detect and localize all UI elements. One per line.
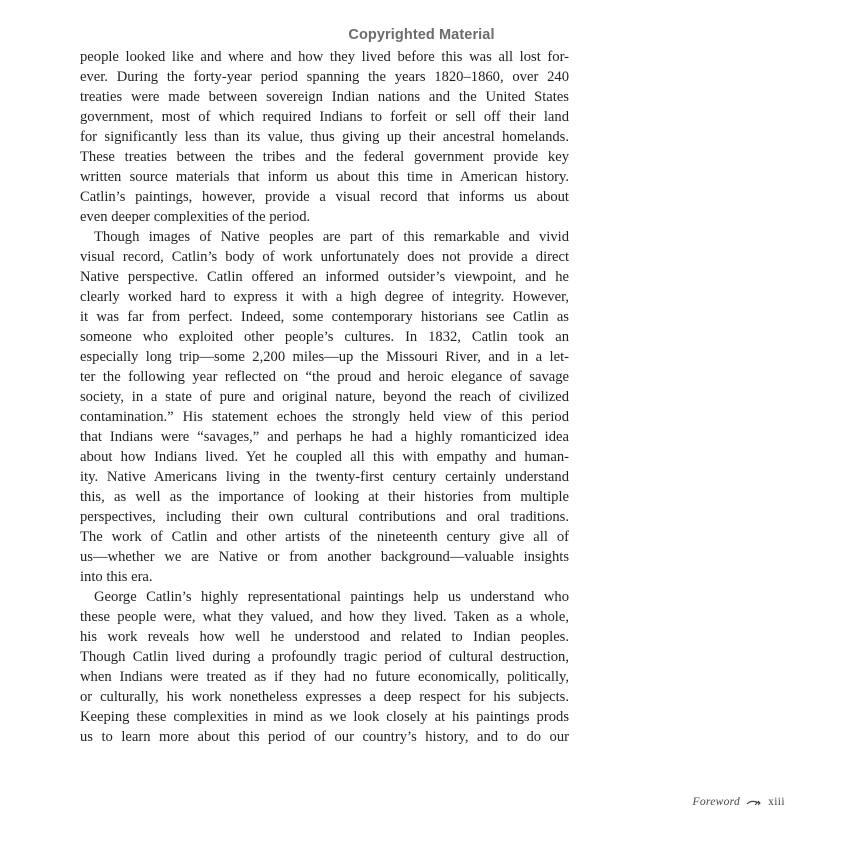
text-line: someone who exploited other people’s cultures. In 1832, Catlin took an [80,329,569,345]
text-line: Catlin’s paintings, however, provide a visual record that informs us about [80,189,569,205]
arrow-ornament-icon [746,798,762,806]
text-line: society, in a state of pure and original nature, beyond the reach of civilized [80,389,569,405]
paragraph-1 [80,47,569,227]
text-line: these people were, what they valued, and how they lived. Taken as a whole, [80,609,569,625]
text-line: it was far from perfect. Indeed, some contemporary historians see Catlin as [80,309,569,325]
paragraph-2 [80,227,569,587]
text-line: ever. During the forty-year period spanning the years 1820–1860, over 240 [80,69,569,85]
text-line: written source materials that inform us about this time in American history. [80,169,569,185]
text-line: or culturally, his work nonetheless expresses a deep respect for his subjects. [80,689,569,705]
text-line: this, as well as the importance of looking at their histories from multiple [80,489,569,505]
text-line: for significantly less than its value, thus giving up their ancestral homelands. [80,129,569,145]
text-line: when Indians were treated as if they had no future economically, politically, [80,669,569,685]
text-line: Native perspective. Catlin offered an informed outsider’s viewpoint, and he [80,269,569,285]
text-line: ter the following year reflected on “the proud and heroic elegance of savage [80,369,569,385]
text-line: treaties were made between sovereign Indian nations and the United States [80,89,569,105]
text-line: his work reveals how well he understood and related to Indian peoples. [80,629,569,645]
text-line: contamination.” His statement echoes the strongly held view of this period [80,409,569,425]
text-line: about how Indians lived. Yet he coupled all this with empathy and human- [80,449,569,465]
text-line: George Catlin’s highly representational paintings help us understand who [94,589,569,605]
paragraph-3 [80,587,569,747]
text-line: Though Catlin lived during a profoundly tragic period of cultural destruction, [80,649,569,665]
footer-section-title: Foreword [692,796,741,808]
text-line: especially long trip—some 2,200 miles—up the Missouri River, and in a let- [80,349,569,365]
text-line: ity. Native Americans living in the twenty-first century certainly understand [80,469,569,485]
text-line: us—whether we are Native or from another background—valuable insights [80,549,569,565]
page-number: xiii [768,796,785,808]
page-body [80,47,569,747]
running-footer [693,796,785,808]
text-line: Though images of Native peoples are part of this remarkable and vivid [94,229,569,245]
text-line: clearly worked hard to express it with a high degree of integrity. However, [80,289,569,305]
text-line: The work of Catlin and other artists of the nineteenth century give all of [80,529,569,545]
text-line: visual record, Catlin’s body of work unfortunately does not provide a direct [80,249,569,265]
text-line: that Indians were “savages,” and perhaps he had a highly romanticized idea [80,429,569,445]
text-line: us to learn more about this period of our country’s history, and to do our [80,729,569,745]
text-line: even deeper complexities of the period. [80,209,311,225]
text-line: people looked like and where and how they lived before this was all lost for- [80,49,569,65]
text-line: government, most of which required Indians to forfeit or sell off their land [80,109,569,125]
text-line: Keeping these complexities in mind as we look closely at his paintings prods [80,709,569,725]
text-line: perspectives, including their own cultural contributions and oral traditions. [80,509,569,525]
copyright-watermark-top: Copyrighted Material [348,27,495,43]
text-line: into this era. [80,569,153,585]
text-line: These treaties between the tribes and the federal government provide key [80,149,569,165]
